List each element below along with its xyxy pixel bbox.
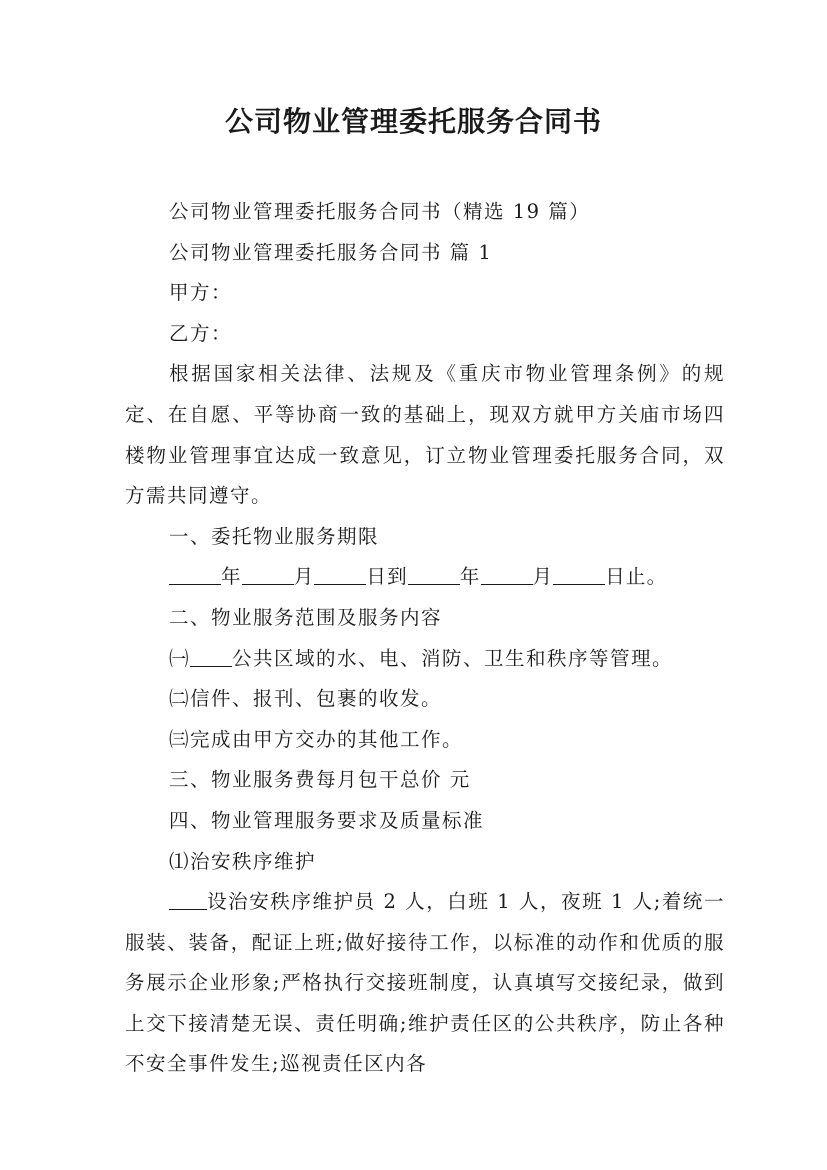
- unit-year-start: 年: [221, 565, 242, 589]
- item-marker: ㈠: [169, 646, 191, 670]
- unit-day-end: 日止。: [605, 565, 668, 589]
- clause-2-heading: 二、物业服务范围及服务内容: [169, 605, 443, 629]
- clause-4-heading: 四、物业管理服务要求及质量标准: [169, 808, 485, 832]
- blank-line: [169, 890, 207, 911]
- unit-month-start: 月: [293, 565, 315, 589]
- blank-line: [169, 565, 221, 586]
- blank-line: [553, 565, 605, 586]
- document-body: [125, 192, 725, 1085]
- party-b-line: 乙方：: [169, 321, 233, 345]
- unit-month-end: 月: [532, 565, 554, 589]
- blank-line: [242, 565, 294, 586]
- section-heading: 公司物业管理委托服务合同书 篇 1: [169, 240, 493, 264]
- clause-4-item-1-paragraph: [125, 882, 725, 1085]
- clause-1-term-line: [125, 557, 725, 598]
- blank-line: [190, 646, 232, 667]
- clause-2-item-2: ㈡信件、报刊、包裹的收发。: [169, 687, 443, 711]
- clause-3-heading: 三、物业服务费每月包干总价 元: [169, 768, 471, 792]
- clause-2-item-3: ㈢完成由甲方交办的其他工作。: [169, 727, 464, 751]
- document-title: 公司物业管理委托服务合同书: [224, 105, 602, 138]
- paragraph-text: 设治安秩序维护员 2 人，白班 1 人，夜班 1 人;着统一服装、装备，配证上班;做好接待工作，以标准的动作和优质的服务展示企业形象;严格执行交接班制度，认真填写交接纪录，做到上交下接清楚无误、责任明确;维护责任区的公共秩序，防止各种不安全事件发生;巡视责任区内各: [125, 890, 725, 1076]
- unit-day-to: 日到: [366, 565, 408, 589]
- intro-paragraph: 根据国家相关法律、法规及《重庆市物业管理条例》的规定、在自愿、平等协商一致的基础上，现双方就甲方关庙市场四楼物业管理事宜达成一致意见，订立物业管理委托服务合同，双方需共同遵守。: [125, 362, 725, 508]
- clause-1-heading: 一、委托物业服务期限: [169, 524, 380, 548]
- subtitle: 公司物业管理委托服务合同书（精选 19 篇）: [169, 200, 591, 223]
- blank-line: [481, 565, 533, 586]
- clause-2-item-1: [125, 639, 725, 680]
- blank-line: [408, 565, 460, 586]
- clause-4-item-1: ⑴治安秩序维护: [169, 849, 317, 873]
- party-a-line: 甲方：: [169, 281, 233, 305]
- unit-year-end: 年: [459, 565, 481, 589]
- blank-line: [314, 565, 366, 586]
- item-text: 公共区域的水、电、消防、卫生和秩序等管理。: [232, 646, 674, 670]
